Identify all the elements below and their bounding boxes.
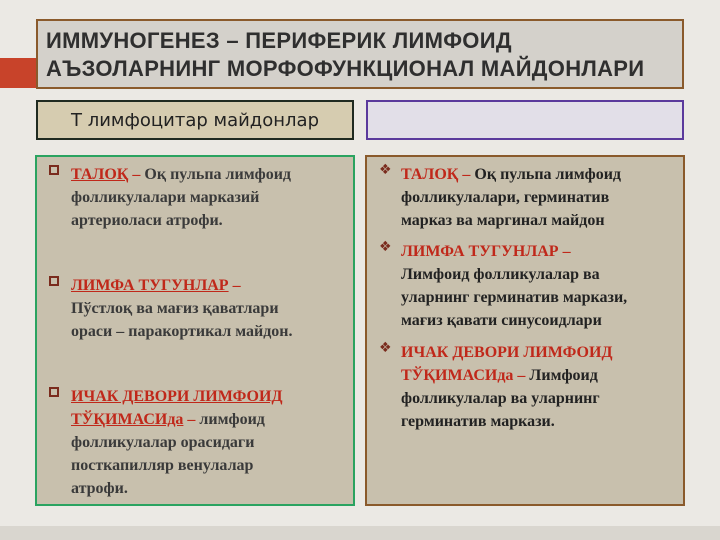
term-dash: – bbox=[228, 277, 241, 294]
list-item bbox=[379, 240, 675, 332]
square-bullet-icon bbox=[49, 387, 59, 397]
right-column-header bbox=[366, 100, 684, 140]
term: ТАЛОҚ bbox=[401, 166, 459, 183]
item-line: фолликулалари марказий bbox=[71, 189, 260, 206]
item-line: Лимфоид bbox=[529, 367, 598, 384]
item-line: лимфоид bbox=[199, 411, 265, 428]
term-dash: – bbox=[458, 166, 475, 183]
item-line: Оқ пульпа лимфоид bbox=[474, 166, 622, 183]
item-line: фолликулалари, герминатив bbox=[401, 189, 610, 206]
item-line: фолликулалар ва уларнинг bbox=[401, 390, 600, 407]
diamond-bullet-icon: ❖ bbox=[379, 340, 392, 356]
term-dash: – bbox=[513, 367, 530, 384]
term: ИЧАК ДЕВОРИ ЛИМФОИД bbox=[401, 344, 613, 361]
term-continued: ТЎҚИМАСИда bbox=[71, 411, 184, 428]
item-line: ораси – паракортикал майдон. bbox=[71, 323, 293, 340]
item-line: атрофи. bbox=[71, 480, 128, 497]
list-item bbox=[379, 341, 675, 433]
item-line: посткапилляр венулалар bbox=[71, 457, 254, 474]
list-item bbox=[49, 163, 345, 232]
list-item bbox=[49, 274, 345, 343]
accent-bar bbox=[0, 58, 36, 88]
square-bullet-icon bbox=[49, 165, 59, 175]
list-item bbox=[379, 163, 675, 232]
term-dash: – bbox=[183, 411, 200, 428]
item-line: уларнинг герминатив маркази, bbox=[401, 289, 628, 306]
left-column-header bbox=[36, 100, 354, 140]
title-line-1: ИММУНОГЕНЕЗ – ПЕРИФЕРИК ЛИМФОИД bbox=[46, 28, 512, 53]
item-line: фолликулалар орасидаги bbox=[71, 434, 255, 451]
left-header-label: Т лимфоцитар майдонлар bbox=[70, 109, 319, 131]
diamond-bullet-icon: ❖ bbox=[379, 162, 392, 178]
term-dash: – bbox=[128, 166, 145, 183]
bottom-strip bbox=[0, 526, 720, 540]
term: ЛИМФА ТУГУНЛАР – bbox=[401, 243, 571, 260]
item-line: Лимфоид фолликулалар ва bbox=[401, 266, 600, 283]
left-panel bbox=[35, 155, 355, 506]
item-line: Оқ пульпа лимфоид bbox=[144, 166, 292, 183]
item-line: мағиз қавати синусоидлари bbox=[401, 312, 602, 329]
item-line: марказ ва маргинал майдон bbox=[401, 212, 605, 229]
square-bullet-icon bbox=[49, 276, 59, 286]
term: ИЧАК ДЕВОРИ ЛИМФОИД bbox=[71, 388, 283, 405]
item-line: артериоласи атрофи. bbox=[71, 212, 223, 229]
term: ЛИМФА ТУГУНЛАР bbox=[71, 277, 229, 294]
item-line: Пўстлоқ ва мағиз қаватлари bbox=[71, 300, 279, 317]
item-line: герминатив маркази. bbox=[401, 413, 555, 430]
term: ТАЛОҚ bbox=[71, 166, 129, 183]
right-panel bbox=[365, 155, 685, 506]
title-line-2: АЪЗОЛАРНИНГ МОРФОФУНКЦИОНАЛ МАЙДОНЛАРИ bbox=[46, 56, 645, 81]
diamond-bullet-icon: ❖ bbox=[379, 239, 392, 255]
term-continued: ТЎҚИМАСИда bbox=[401, 367, 514, 384]
list-item bbox=[49, 385, 345, 500]
slide-title bbox=[36, 19, 684, 89]
